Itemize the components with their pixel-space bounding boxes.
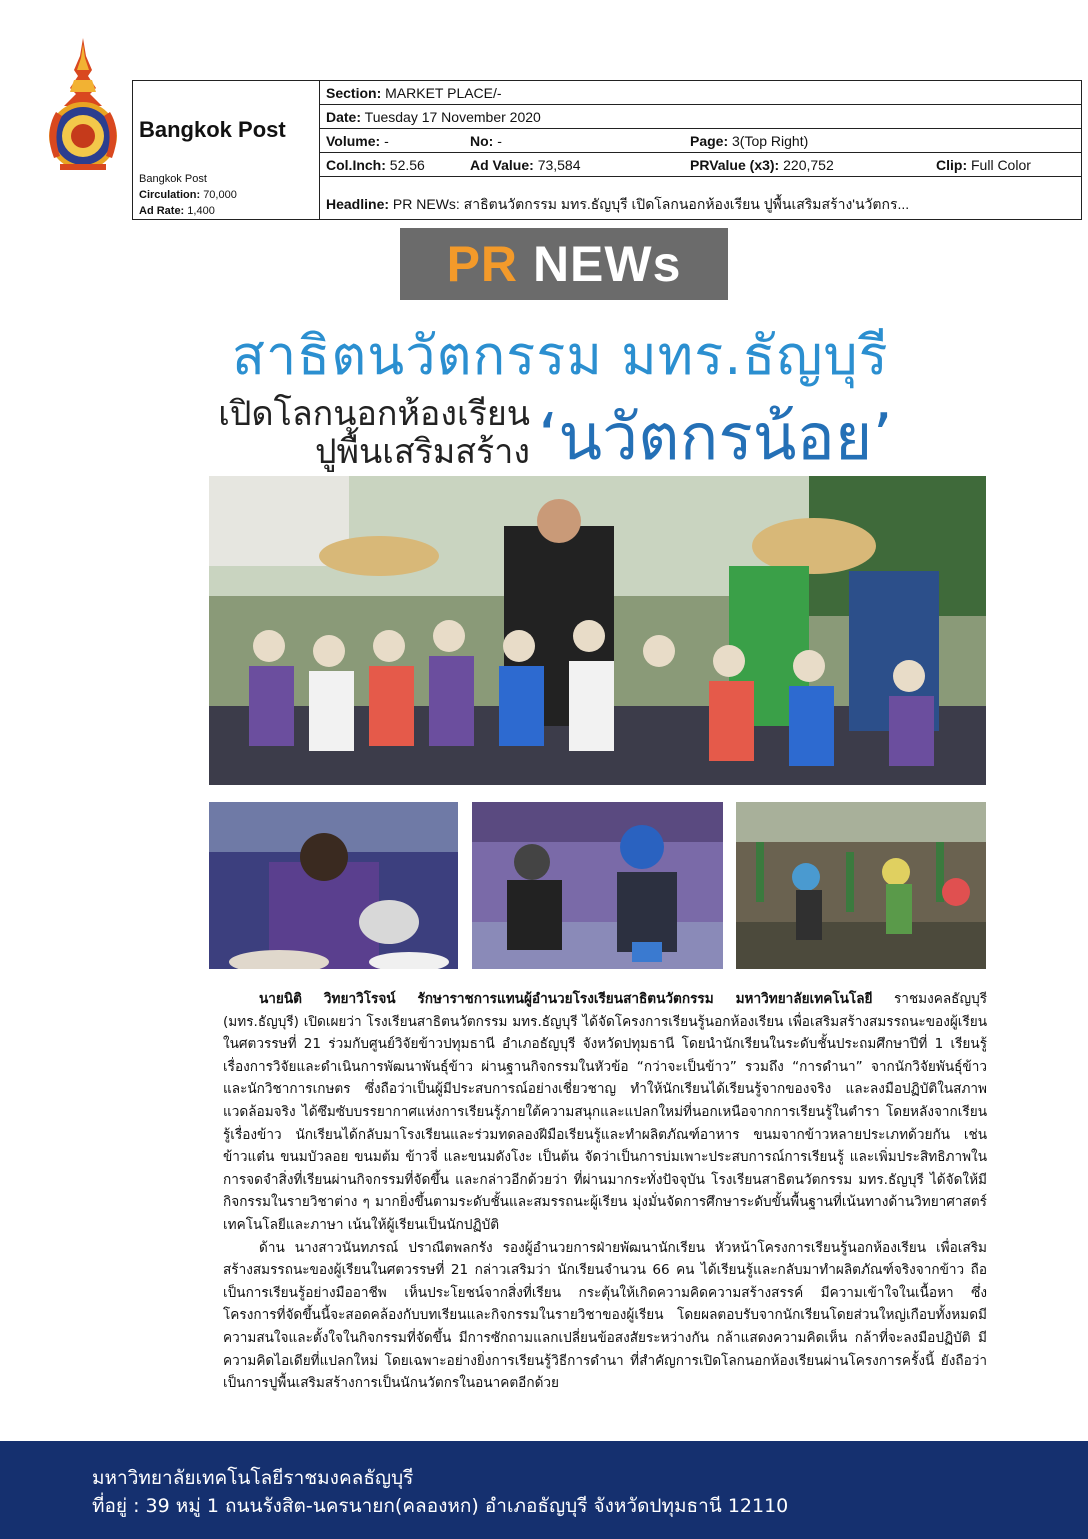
clip-label: Clip: [936,157,968,173]
advalue-value: 73,584 [537,157,581,173]
page-label: Page: [690,133,729,149]
volume-row [320,129,1081,153]
footer-address: ที่อยู่ : 39 หมู่ 1 ถนนรังสิต-นครนายก(คลองหก) อำเภอธัญบุรี จังหวัดปทุมธานี 12110 [92,1495,789,1517]
ad-rate [139,205,215,217]
banner-pr: PR [446,236,519,292]
students-sitting-photo [472,802,723,969]
date-value: Tuesday 17 November 2020 [364,109,541,125]
ad-rate-value: 1,400 [187,205,215,217]
footer-bar [0,1441,1088,1539]
prvalue-value: 220,752 [783,157,834,173]
section-label: Section: [326,85,382,101]
prvalue-label: PRValue (x3): [690,157,780,173]
volume-value: - [384,133,389,149]
university-emblem-icon [40,36,126,172]
volume-label: Volume: [326,133,381,149]
publication-name: Bangkok Post [139,117,286,142]
headline-label: Headline: [326,196,390,212]
headline-line-2b: ปูพื้นเสริมสร้าง [315,432,530,472]
publication-panel [133,81,320,219]
section-row [320,81,1081,105]
publication-small-name: Bangkok Post [139,173,207,185]
circulation-label: Circulation: [139,189,201,201]
circulation [139,189,237,201]
rice-planting-photo [736,802,986,969]
clipping-details [320,81,1081,219]
headline-row [320,177,1081,217]
footer-university-name: มหาวิทยาลัยเทคโนโลยีราชมงคลธัญบุรี [92,1467,414,1489]
banner-news: NEWs [532,236,682,292]
clip-value: Full Color [971,157,1031,173]
no-label: No: [470,133,494,149]
date-row [320,105,1081,129]
page-value: 3(Top Right) [732,133,809,149]
group-photo [209,476,986,785]
article-paragraph-1 [223,988,987,1237]
article-body [223,988,987,1395]
article-paragraph-1-body: ราชมงคลธัญบุรี (มทร.ธัญบุรี) เปิดเผยว่า โรงเรียนสาธิตนวัตกรรม มทร.ธัญบุรี ได้จัดโครงการเรียนรู้นอกห้องเรียน เพื่อเสริมสร้างสมรรถนะของผู้เรียนในศตวรรษที่ 21 ร่วมกับศูนย์วิจัยข้าวปทุมธานี อำเภอธัญบุรี จังหวัดปทุมธานี โดยนำนักเรียนในระดับชั้นประถมศึกษาปีที่ 1 เรียนรู้เรื่องการวิจัยและดำเนินการพัฒนาพันธุ์ข้าว ผ่านฐานกิจกรรมในหัวข้อ “กว่าจะเป็นข้าว” รวมถึง “การดำนา” จากนักวิจัยพันธุ์ข้าวและนักวิชาการเกษตร ซึ่งถือว่าเป็นผู้มีประสบการณ์อย่างเชี่ยวชาญ ทำให้นักเรียนได้เรียนรู้จากของจริง และลงมือปฏิบัติในสภาพแวดล้อมจริง ได้ซึมซับบรรยากาศแห่งการเรียนรู้ภายใต้ความสนุกและแปลกใหม่ที่นอกเหนือจากการเรียนรู้ในตำรา โดยหลังจากเรียนรู้เรื่องข้าว นักเรียนได้กลับมาโรงเรียนและร่วมทดลองฝีมือเรียนรู้และทำผลิตภัณฑ์อาหาร ขนมจากข้าวหลายประเภทด้วยกัน เช่น ข้าวแต๋น ขนมบัวลอย ขนมต้ม ข้าวจี่ และขนมดังโงะ เป็นต้น จัดว่าเป็นการบ่มเพาะประสบการณ์การเรียนรู้ และเพิ่มประสิทธิภาพในการจดจำสิ่งที่เรียนผ่านกิจกรรมที่จัดขึ้น และกล่าวอีกด้วยว่า ที่ผ่านมากระทั่งปัจจุบัน โรงเรียนสาธิตนวัตกรรม มทร.ธัญบุรี ได้จัดให้มีกิจกรรมในรายวิชาต่าง ๆ มากยิ่งขึ้นตามระดับชั้นและสมรรถนะผู้เรียน มุ่งมั่นจัดการศึกษาระดับขั้นพื้นฐานที่เน้นทางด้านวิทยาศาสตร์เทคโนโลยีและภาษา เน้นให้ผู้เรียนเป็นนักปฏิบัติ [223,991,987,1233]
headline-line-3: ‘นวัตกรน้อย’ [538,401,893,475]
date-label: Date: [326,109,362,125]
headline-line-2a: เปิดโลกนอกห้องเรียน [218,394,530,434]
section-value: MARKET PLACE/- [385,85,502,101]
colinch-label: Col.Inch: [326,157,386,173]
article-lead: นายนิติ วิทยาวิโรจน์ รักษาราชการแทนผู้อำนวยโรงเรียนสาธิตนวัตกรรม มหาวิทยาลัยเทคโนโลยี [259,991,873,1007]
no-value: - [497,133,502,149]
pr-news-banner [400,228,728,300]
article-paragraph-2: ด้าน นางสาวนันทภรณ์ ปราณีตพลกรัง รองผู้อำนวยการฝ่ายพัฒนานักเรียน หัวหน้าโครงการเรียนรู้นอกห้องเรียน เพื่อเสริมสร้างสมรรถนะของผู้เรียนในศตวรรษที่ 21 กล่าวเสริมว่า นักเรียนจำนวน 66 คน ได้เรียนรู้และกลับมาทำผลิตภัณฑ์จริงจากข้าว ถือเป็นการเรียนรู้อย่างมืออาชีพ เห็นประโยชน์จากสิ่งที่เรียน กระตุ้นให้เกิดความคิดความสร้างสรรค์ มีความเข้าใจในเนื้อหา ซึ่งโครงการที่จัดขึ้นนี้จะสอดคล้องกับบทเรียนและกิจกรรมในรายวิชาของผู้เรียน โดยผลตอบรับจากนักเรียนโดยส่วนใหญ่เกือบทั้งหมดมีความสนใจและตั้งใจในกิจกรรมที่จัดขึ้น มีการซักถามแลกเปลี่ยนข้อสงสัยระหว่างกัน กล้าแสดงความคิดเห็น กล้าที่จะลงมือปฏิบัติ มีความคิดไอเดียที่แปลกใหม่ โดยเฉพาะอย่างยิ่งการเรียนรู้วิธีการดำนา ที่สำคัญการเปิดโลกนอกห้องเรียนผ่านโครงการครั้งนี้ ยังถือว่าเป็นการปูพื้นเสริมสร้างการเป็นนักนวัตกรในอนาคตอีกด้วย [223,1239,987,1392]
values-row [320,153,1081,177]
advalue-label: Ad Value: [470,157,534,173]
cooking-photo [209,802,458,969]
colinch-value: 52.56 [389,157,425,173]
clipping-info-box [132,80,1082,220]
headline-line-1: สาธิตนวัตกรรม มทร.ธัญบุรี [232,324,889,387]
circulation-value: 70,000 [203,189,237,201]
ad-rate-label: Ad Rate: [139,205,185,217]
headline-value: PR NEWs: สาธิตนวัตกรรม มทร.ธัญบุรี เปิดโลกนอกห้องเรียน ปูพื้นเสริมสร้าง'นวัตกร... [392,196,910,212]
